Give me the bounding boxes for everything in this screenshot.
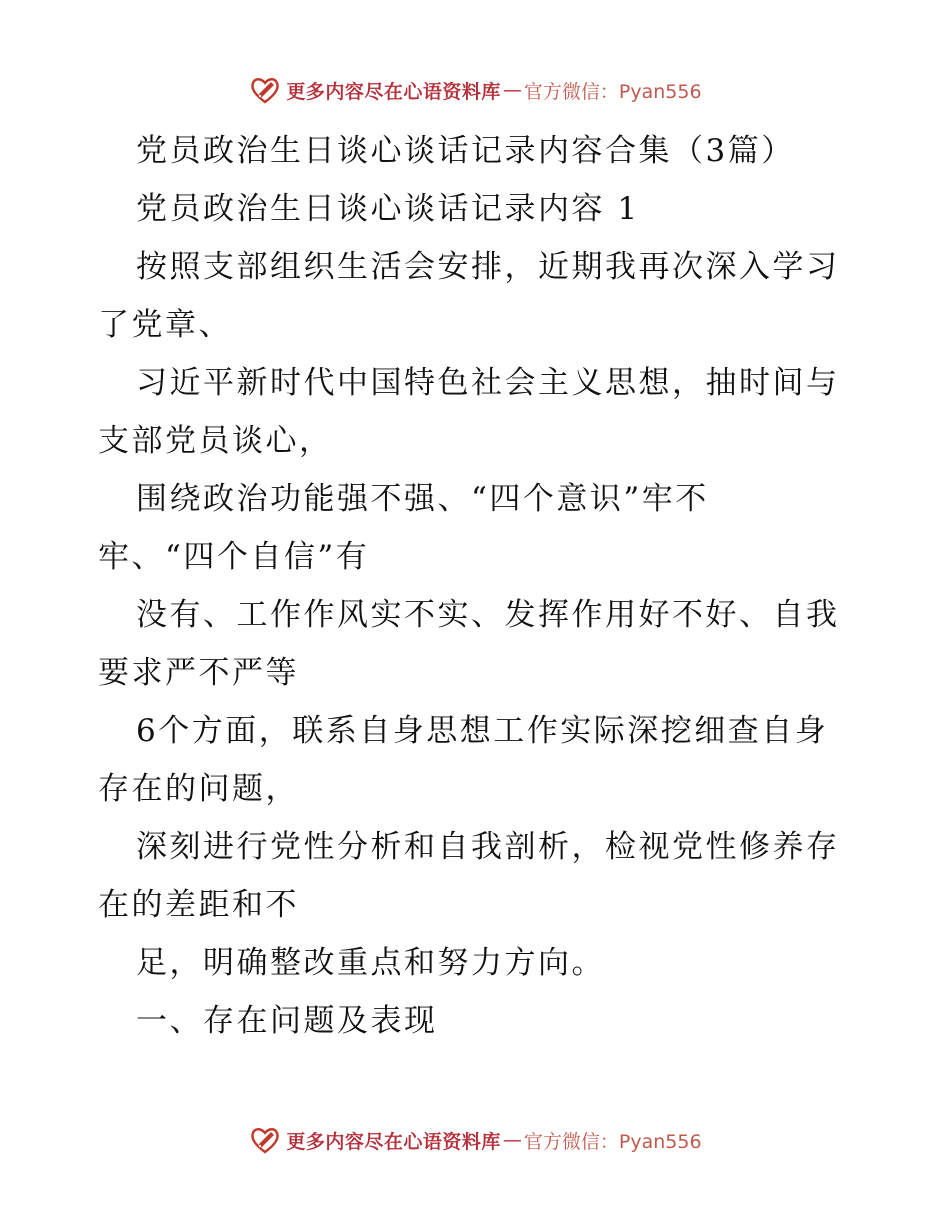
- document-line: 牢、“四个自信”有: [98, 539, 370, 575]
- document-line: 在的差距和不: [98, 887, 299, 923]
- document-line: 6个方面，联系自身思想工作实际深挖细查自身: [136, 713, 829, 749]
- watermark-contact: 官方微信：Pyan556: [523, 1130, 702, 1153]
- heart-pen-logo-icon: [248, 1123, 282, 1157]
- document-line: 了党章、: [98, 307, 232, 343]
- document-line: 深刻进行党性分析和自我剖析，检视党性修养存: [136, 829, 840, 865]
- document-line: 一、存在问题及表现: [136, 1003, 438, 1039]
- watermark-banner-top: [0, 70, 950, 110]
- document-line: 没有、工作作风实不实、发挥作用好不好、自我: [136, 597, 840, 633]
- watermark-text: 更多内容尽在心语资料库: [286, 1130, 501, 1153]
- document-line: 支部党员谈心，: [98, 423, 333, 459]
- document-line: 存在的问题，: [98, 771, 299, 807]
- document-body: [98, 122, 858, 1050]
- watermark-banner-bottom: [0, 1120, 950, 1160]
- document-line: 党员政治生日谈心谈话记录内容 1: [136, 191, 640, 227]
- document-line: 按照支部组织生活会安排，近期我再次深入学习: [136, 249, 840, 285]
- heart-pen-logo-icon: [248, 73, 282, 107]
- watermark-contact: 官方微信：Pyan556: [523, 80, 702, 103]
- watermark-separator: —: [502, 1129, 522, 1151]
- watermark-text: 更多内容尽在心语资料库: [286, 80, 501, 103]
- watermark-separator: —: [502, 79, 522, 101]
- document-line: 围绕政治功能强不强、“四个意识”牢不: [136, 481, 709, 517]
- document-line: 党员政治生日谈心谈话记录内容合集（3篇）: [136, 133, 795, 169]
- document-line: 习近平新时代中国特色社会主义思想，抽时间与: [136, 365, 840, 401]
- document-line: 足，明确整改重点和努力方向。: [136, 945, 605, 981]
- document-line: 要求严不严等: [98, 655, 299, 691]
